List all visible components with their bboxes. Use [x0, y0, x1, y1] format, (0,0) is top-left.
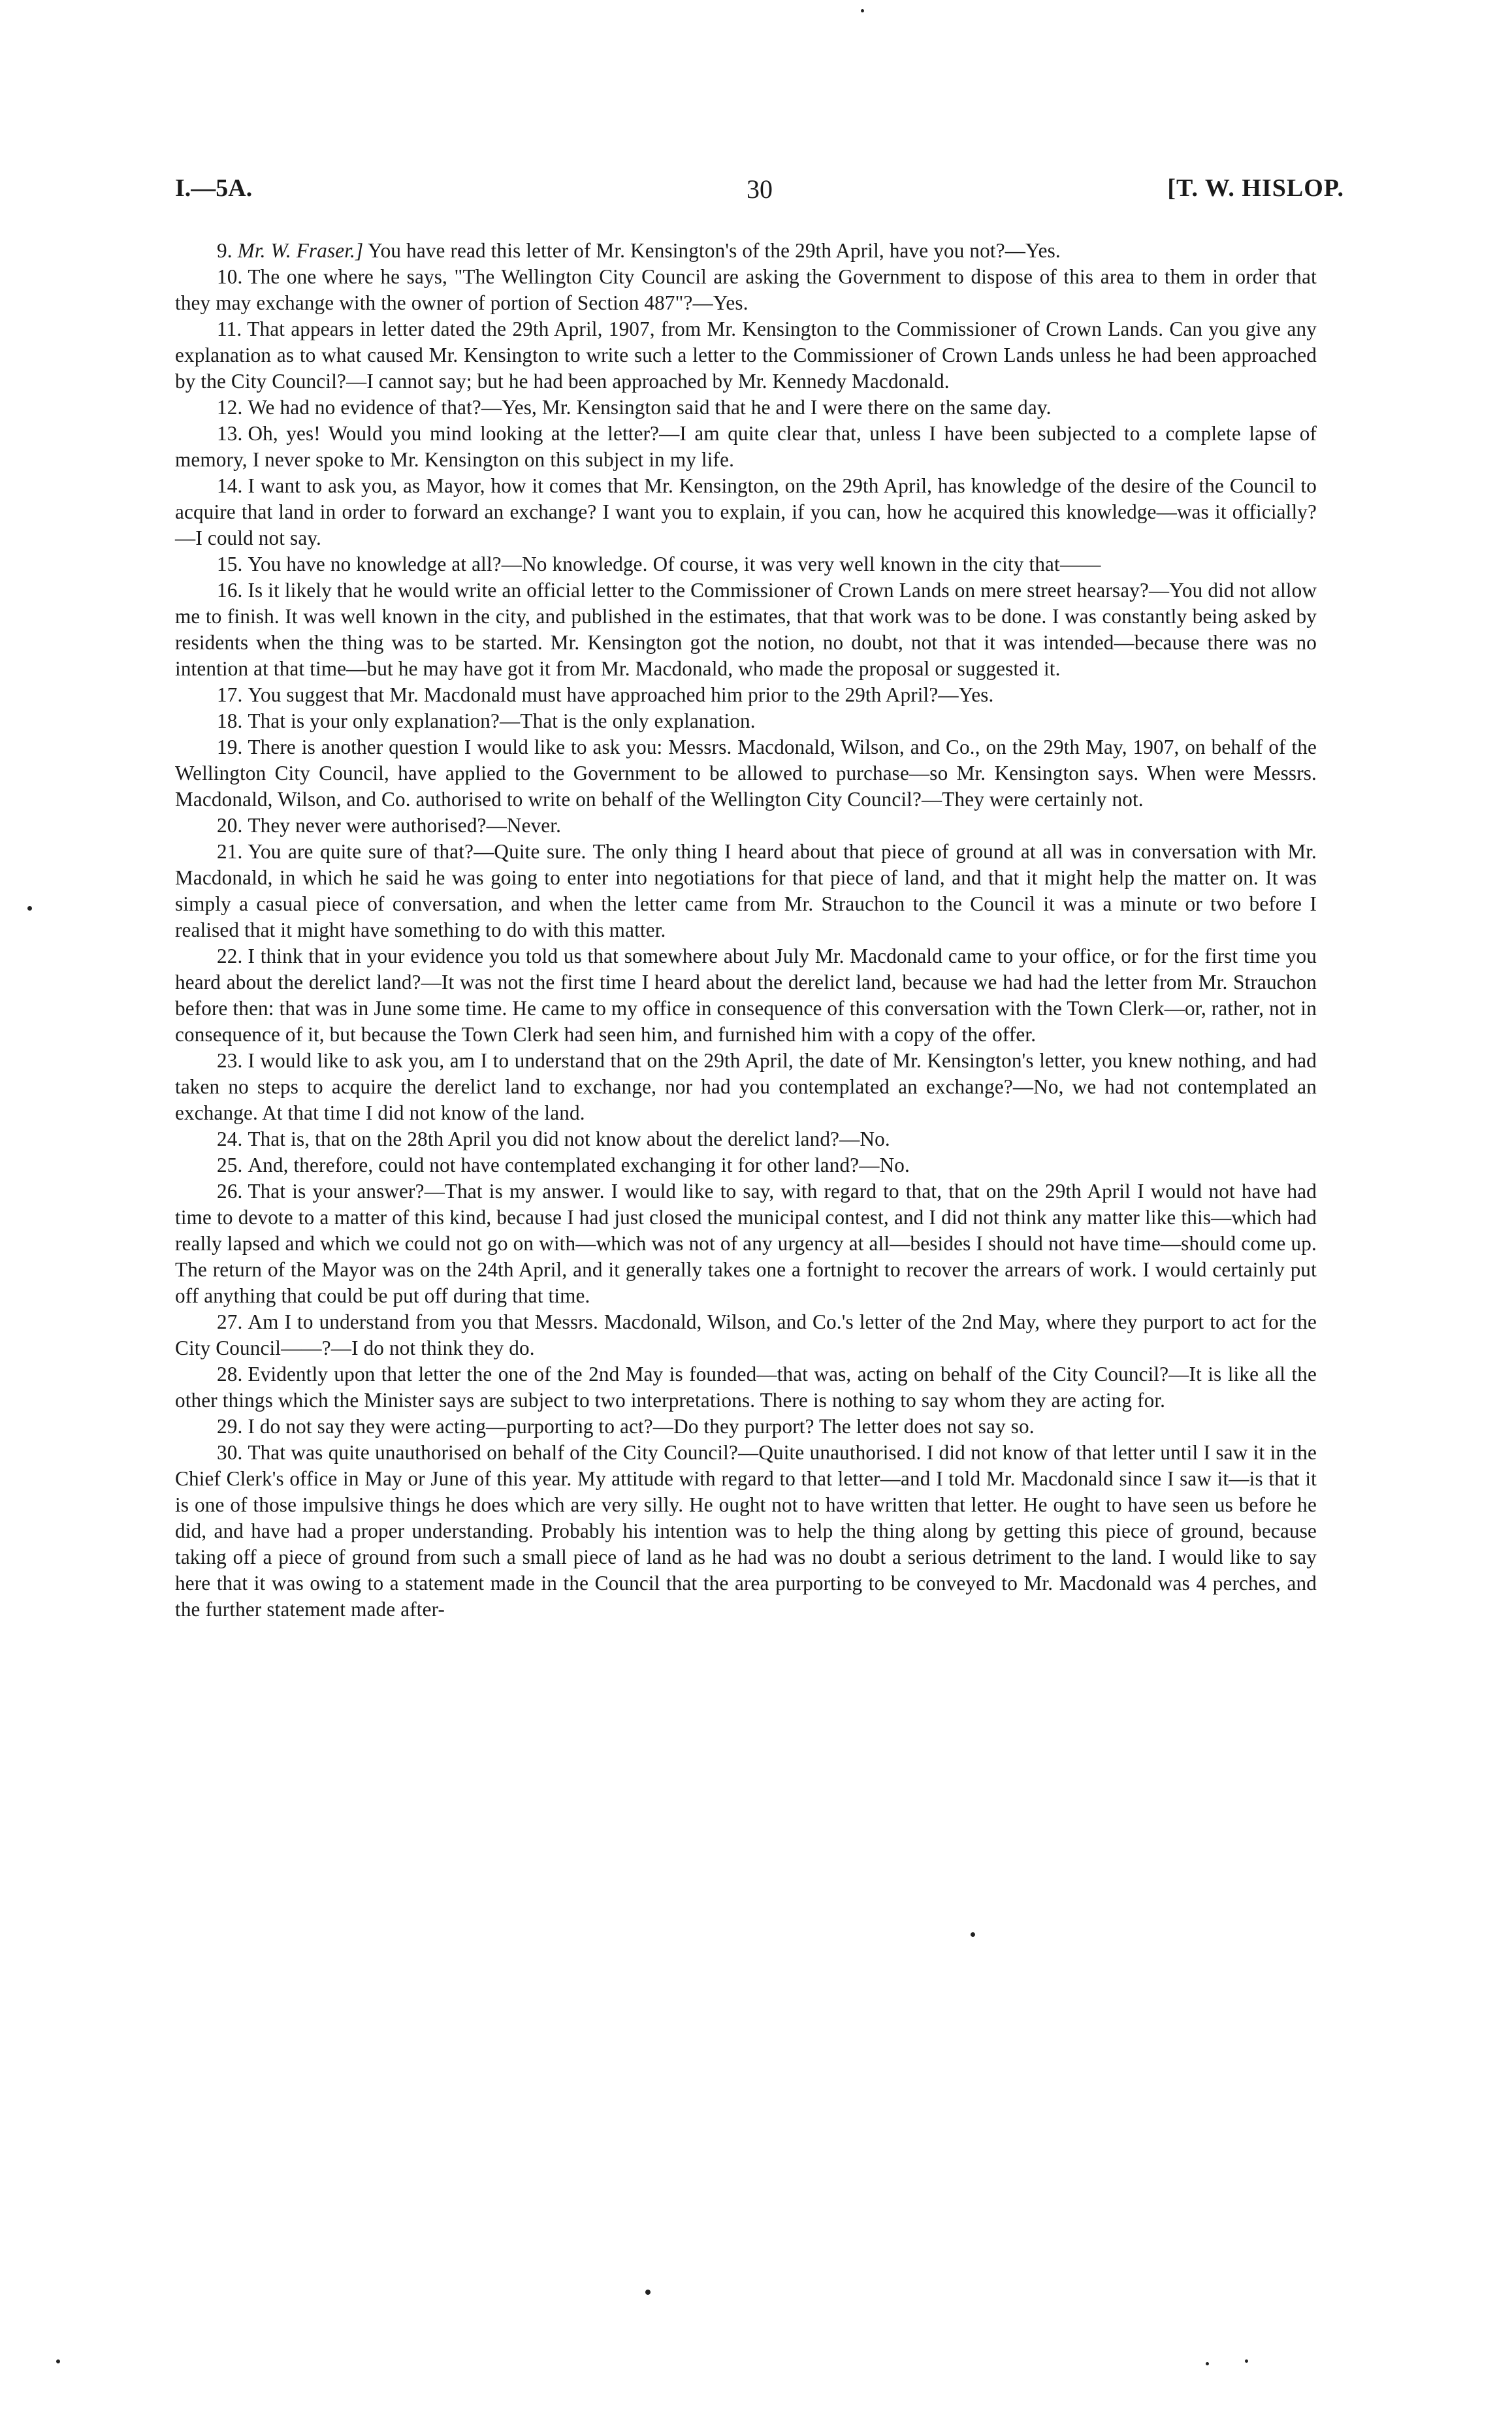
question-number: 26. — [217, 1180, 243, 1203]
paragraph-text: There is another question I would like to ask you: Messrs. Macdonald, Wilson, and Co., on the 29th May, 1907, on behalf of the Wellington City Council, have applied to the Government to be allowed to purchase—so Mr. Kensington says. When were Messrs. Macdonald, Wilson, and Co. authorised to write on behalf of the Wellington City Council?—They were certainly not. — [175, 736, 1317, 811]
question-answer-paragraph — [175, 708, 1317, 734]
question-answer-paragraph — [175, 1178, 1317, 1309]
question-answer-paragraph — [175, 264, 1317, 316]
question-number: 27. — [217, 1310, 243, 1333]
question-number: 22. — [217, 945, 243, 967]
question-number: 10. — [217, 265, 243, 288]
question-number: 29. — [217, 1415, 243, 1438]
question-number: 9. — [217, 239, 233, 262]
witness-name: [T. W. HISLOP. — [1167, 174, 1344, 202]
question-answer-paragraph — [175, 682, 1317, 708]
question-number: 16. — [217, 579, 243, 602]
paragraph-text: I would like to ask you, am I to understand that on the 29th April, the date of Mr. Kensington's letter, you knew nothing, and had taken no steps to acquire the derelict land to exchange, nor had you contemplated an exchange?—No, we had not contemplated an exchange. At that time I did not know of the land. — [175, 1049, 1317, 1124]
question-answer-paragraph — [175, 551, 1317, 577]
paragraph-text: I do not say they were acting—purporting to act?—Do they purport? The letter does not say so. — [248, 1415, 1035, 1438]
paragraph-text: The one where he says, "The Wellington City Council are asking the Government to dispose of this area to them in order that they may exchange with the owner of portion of Section 487"?—Yes. — [175, 265, 1317, 314]
scan-speck — [1245, 2359, 1248, 2363]
question-number: 18. — [217, 709, 243, 732]
question-answer-paragraph — [175, 1440, 1317, 1623]
paragraph-text: You have no knowledge at all?—No knowledge. Of course, it was very well known in the city that—— — [248, 553, 1101, 575]
paragraph-text: That is, that on the 28th April you did not know about the derelict land?—No. — [248, 1127, 890, 1150]
question-answer-paragraph — [175, 1361, 1317, 1414]
question-answer-paragraph — [175, 238, 1317, 264]
question-answer-paragraph — [175, 577, 1317, 682]
question-answer-paragraph — [175, 473, 1317, 551]
question-number: 12. — [217, 396, 243, 419]
paragraph-text: They never were authorised?—Never. — [248, 814, 562, 837]
question-answer-paragraph — [175, 734, 1317, 813]
question-answer-paragraph — [175, 421, 1317, 473]
paragraph-text: That appears in letter dated the 29th April, 1907, from Mr. Kensington to the Commissioner of Crown Lands. Can you give any explanation as to what caused Mr. Kensington to write such a letter to the Commissioner of Crown Lands unless he had been approached by the City Council?—I cannot say; but he had been approached by Mr. Kennedy Macdonald. — [175, 317, 1317, 393]
question-answer-paragraph — [175, 316, 1317, 395]
question-answer-paragraph — [175, 943, 1317, 1048]
evidence-text — [175, 238, 1317, 1623]
question-number: 20. — [217, 814, 243, 837]
question-number: 28. — [217, 1363, 243, 1386]
question-number: 11. — [217, 317, 242, 340]
question-answer-paragraph — [175, 395, 1317, 421]
paragraph-text: I want to ask you, as Mayor, how it comes that Mr. Kensington, on the 29th April, has knowledge of the desire of the Council to acquire that land in order to forward an exchange? I want you to explain, if you can, how he acquired this knowledge—was it officially?—I could not say. — [175, 474, 1317, 549]
question-answer-paragraph — [175, 813, 1317, 839]
scan-speck — [971, 1932, 975, 1937]
paragraph-text: You have read this letter of Mr. Kensington's of the 29th April, have you not?—Yes. — [368, 239, 1061, 262]
paragraph-text: Is it likely that he would write an official letter to the Commissioner of Crown Lands on mere street hearsay?—You did not allow me to finish. It was well known in the city, and published in the estimates, that that work was to be done. I was constantly being asked by residents when the thing was to be started. Mr. Kensington got the notion, no doubt, not that it was intended—because there was no intention at that time—but he may have got it from Mr. Macdonald, who made the proposal or suggested it. — [175, 579, 1317, 680]
paragraph-text: I think that in your evidence you told us that somewhere about July Mr. Macdonald came to your office, or for the first time you heard about the derelict land?—It was not the first time I heard about the derelict land, because we had had the letter from Mr. Strauchon before then: that was in June some time. He came to my office in consequence of this conversation with the Town Clerk—or, rather, not in consequence of it, but because the Town Clerk had seen him, and furnished him with a copy of the offer. — [175, 945, 1317, 1046]
scan-speck — [1206, 2362, 1209, 2365]
paragraph-text: That was quite unauthorised on behalf of the City Council?—Quite unauthorised. I did not know of that letter until I saw it in the Chief Clerk's office in May or June of this year. My attitude with regard to that letter—and I told Mr. Macdonald since I saw it—is that it is one of those impulsive things he does which are very silly. He ought not to have written that letter. He ought to have seen us before he did, and have had a proper understanding. Probably his intention was to help the thing along by getting this piece of ground, because taking off a piece of ground from such a small piece of land as he had was no doubt a serious detriment to the land. I would like to say here that it was owing to a statement made in the Council that the area purporting to be conveyed to Mr. Macdonald was 4 perches, and the further statement made after- — [175, 1441, 1317, 1621]
question-number: 14. — [217, 474, 243, 497]
document-reference: I.—5A. — [175, 174, 253, 202]
paragraph-text: That is your only explanation?—That is the only explanation. — [248, 709, 756, 732]
question-answer-paragraph — [175, 1126, 1317, 1152]
paragraph-text: Am I to understand from you that Messrs. Macdonald, Wilson, and Co.'s letter of the 2nd May, where they purport to act for the City Council——?—I do not think they do. — [175, 1310, 1317, 1359]
question-answer-paragraph — [175, 1048, 1317, 1126]
paragraph-text: And, therefore, could not have contemplated exchanging it for other land?—No. — [248, 1154, 910, 1176]
scan-speck — [861, 9, 864, 12]
paragraph-text: We had no evidence of that?—Yes, Mr. Kensington said that he and I were there on the same day. — [248, 396, 1052, 419]
question-number: 15. — [217, 553, 243, 575]
question-number: 23. — [217, 1049, 243, 1072]
speaker-name: Mr. W. Fraser.] — [237, 239, 364, 262]
paragraph-text: You are quite sure of that?—Quite sure. The only thing I heard about that piece of ground at all was in conversation with Mr. Macdonald, in which he said he was going to enter into negotiations for that piece of land, and that it might help the matter on. It was simply a casual piece of conversation, and when the letter came from Mr. Strauchon to the Council it was a minute or two before I realised that it might have something to do with this matter. — [175, 840, 1317, 941]
page-number: 30 — [747, 174, 773, 204]
question-number: 19. — [217, 736, 243, 758]
paragraph-text: Evidently upon that letter the one of the 2nd May is founded—that was, acting on behalf of the City Council?—It is like all the other things which the Minister says are subject to two interpretations. There is nothing to say whom they are acting for. — [175, 1363, 1317, 1412]
question-answer-paragraph — [175, 1152, 1317, 1178]
question-number: 25. — [217, 1154, 243, 1176]
question-number: 30. — [217, 1441, 243, 1464]
paragraph-text: Oh, yes! Would you mind looking at the letter?—I am quite clear that, unless I have been subjected to a complete lapse of memory, I never spoke to Mr. Kensington on this subject in my life. — [175, 422, 1317, 471]
question-number: 24. — [217, 1127, 243, 1150]
scan-speck — [645, 2290, 651, 2295]
question-answer-paragraph — [175, 1309, 1317, 1361]
page-header — [175, 174, 1344, 213]
paragraph-text: That is your answer?—That is my answer. I would like to say, with regard to that, that on the 29th April I would not have had time to devote to a matter of this kind, because I had just closed the municipal contest, and I did not think any matter like this—which had really lapsed and which we could not go on with—which was not of any urgency at all—besides I should not have time—should come up. The return of the Mayor was on the 24th April, and it generally takes one a fortnight to recover the arrears of work. I would certainly put off anything that could be put off during that time. — [175, 1180, 1317, 1307]
scan-speck — [27, 906, 32, 911]
paragraph-text: You suggest that Mr. Macdonald must have approached him prior to the 29th April?—Yes. — [248, 683, 994, 706]
question-answer-paragraph — [175, 1414, 1317, 1440]
question-number: 21. — [217, 840, 243, 863]
question-number: 17. — [217, 683, 243, 706]
question-answer-paragraph — [175, 839, 1317, 943]
scan-speck — [56, 2359, 60, 2363]
question-number: 13. — [217, 422, 243, 445]
